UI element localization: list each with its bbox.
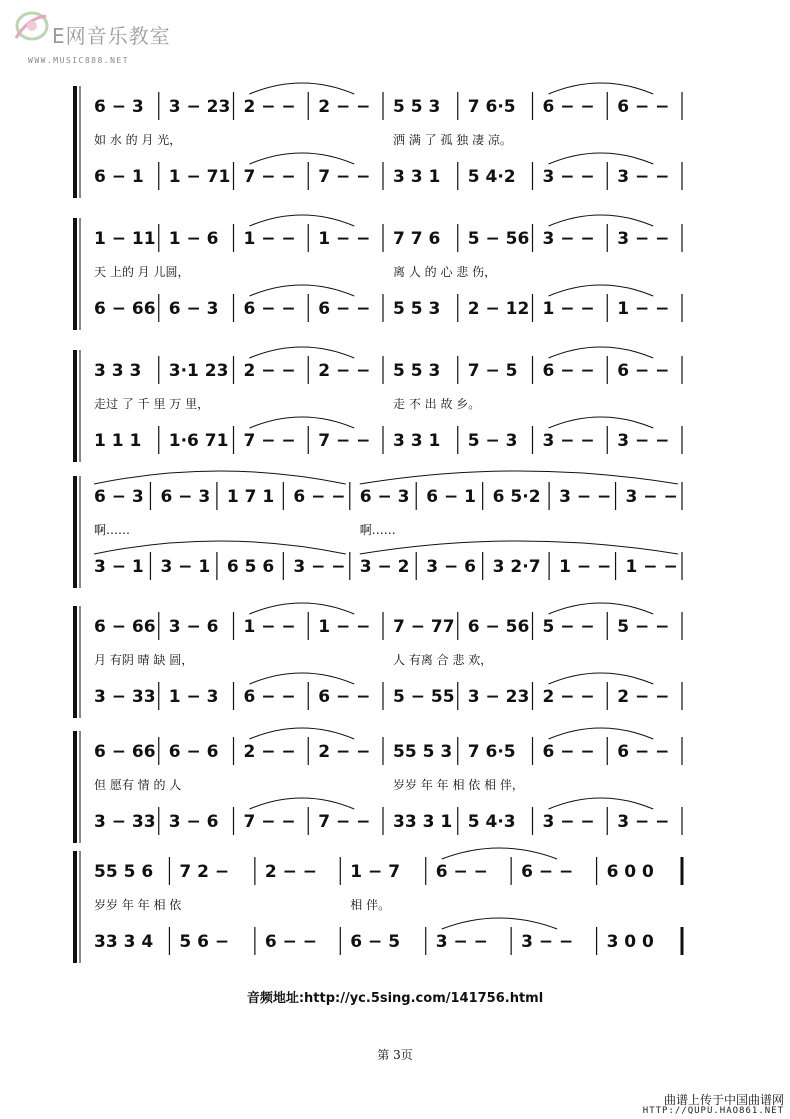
upper-measure: 6 − 1 [426,487,476,507]
tie-arc [250,285,355,296]
lower-measure: 3 3 1 [393,431,441,451]
upper-measure: 1 − − [318,229,371,249]
lyric-phrase: 啊…… [359,523,396,537]
upper-measure: 2 − − [318,361,371,381]
lower-measure: 6 − − [318,687,371,707]
lower-measure: 6 − − [243,299,296,319]
slur-arc [360,471,678,484]
upper-measure: 3 − 6 [168,617,219,637]
tie-arc [250,603,355,614]
slur-arc [94,541,346,554]
upper-measure: 5 − − [542,617,595,637]
upload-url[interactable]: HTTP://QUPU.HAO861.NET [642,1106,784,1116]
upper-measure: 1 − − [318,617,371,637]
system-brace [73,851,77,963]
lower-measure: 6 − 66 [94,299,156,319]
lower-measure: 1 − − [559,557,612,577]
lyric-phrase: 走过 了 千 里 万 里， [94,397,210,411]
lower-measure: 5 4·3 [467,812,516,832]
tie-arc [549,728,654,739]
upper-measure: 2 − − [264,862,318,882]
tie-arc [549,347,654,358]
upper-measure: 5 − − [617,617,670,637]
upper-measure: 6 − 3 [94,487,144,507]
upper-measure: 1 7 1 [226,487,275,507]
upper-measure: 6 − 66 [94,617,156,637]
system-brace [73,476,77,588]
upper-measure: 6 0 0 [606,862,654,882]
lower-measure: 5 6 − [179,932,230,952]
tie-arc [549,673,654,684]
upper-measure: 7 2 − [179,862,230,882]
upper-measure: 55 5 3 [393,742,453,762]
upper-measure: 6 − 3 [94,97,144,117]
tie-arc [250,83,355,94]
lower-measure: 3 − − [542,167,595,187]
upper-measure: 6 − − [521,862,574,882]
lower-measure: 33 3 1 [393,812,453,832]
lyric-phrase: 洒 满 了 孤 独 凄 凉。 [393,133,512,147]
tie-arc [250,215,355,226]
lower-measure: 1 − 3 [168,687,219,707]
tie-arc [549,83,654,94]
lower-measure: 3 − 33 [94,687,156,707]
upper-measure: 6 − − [542,361,595,381]
lyric-phrase: 啊…… [94,523,131,537]
lower-measure: 3 − − [617,167,670,187]
lower-measure: 6 − − [264,932,318,952]
lower-measure: 6 5 6 [226,557,275,577]
system-brace [73,86,77,198]
tie-arc [549,417,654,428]
lower-measure: 5 5 3 [393,299,441,319]
tie-arc [442,848,557,859]
lyric-phrase: 走 不 出 故 乡。 [393,397,481,411]
tie-arc [250,347,355,358]
lower-measure: 3 − − [617,812,670,832]
upper-measure: 6 − 66 [94,742,156,762]
lower-measure: 7 − − [243,812,296,832]
lyric-phrase: 岁岁 年 年 相 依 [94,898,182,912]
upper-measure: 1 − − [243,617,296,637]
upper-measure: 7 7 6 [393,229,441,249]
upper-measure: 2 − − [243,361,296,381]
lyric-phrase: 但 愿有 情 的 人 [94,778,182,792]
upper-measure: 3 − 23 [168,97,231,117]
upper-measure: 5 5 3 [393,361,441,381]
upper-measure: 2 − − [243,742,296,762]
site-url: WWW.MUSIC888.NET [28,56,130,65]
upper-measure: 2 − − [318,742,371,762]
lower-measure: 3 3 1 [393,167,441,187]
lower-measure: 3 − − [542,431,595,451]
audio-link[interactable]: 音频地址:http://yc.5sing.com/141756.html [246,991,544,1006]
tie-arc [549,153,654,164]
lower-measure: 3 − 1 [94,557,144,577]
upper-measure: 7 − 5 [467,361,518,381]
upper-measure: 1 − 6 [168,229,219,249]
page-number: 第 3页 [377,1048,413,1062]
tie-arc [549,215,654,226]
upper-measure: 5 5 3 [393,97,441,117]
upper-measure: 1 − − [243,229,296,249]
tie-arc [250,728,355,739]
lower-measure: 7 − − [318,431,371,451]
upper-measure: 1 − 11 [94,229,156,249]
lower-measure: 7 − − [243,167,296,187]
upper-measure: 6 − − [542,742,595,762]
lower-measure: 2 − 12 [467,299,530,319]
system-brace [73,731,77,843]
tie-arc [250,673,355,684]
lower-measure: 6 − − [318,299,371,319]
upper-measure: 7 6·5 [467,742,516,762]
upper-measure: 7 − 77 [393,617,455,637]
lower-measure: 3 0 0 [606,932,654,952]
lower-measure: 3 − − [521,932,574,952]
lower-measure: 3 − − [293,557,346,577]
upper-measure: 6 − − [617,361,670,381]
tie-arc [442,918,557,929]
lyric-phrase: 月 有阴 晴 缺 圆， [94,653,194,667]
upper-measure: 6 − − [435,862,488,882]
lower-measure: 3 − 23 [467,687,530,707]
upper-measure: 6 − − [542,97,595,117]
upper-measure: 6 − 3 [160,487,211,507]
upload-note: 曲谱上传于中国曲谱网 [663,1093,784,1107]
lower-measure: 1 − 71 [168,167,231,187]
tie-arc [250,153,355,164]
site-name: E网音乐教室 [52,24,171,48]
lower-measure: 6 − 5 [350,932,401,952]
tie-arc [549,798,654,809]
lower-measure: 6 − − [243,687,296,707]
lower-measure: 5 − 3 [467,431,518,451]
lower-measure: 1 − − [617,299,670,319]
upper-measure: 55 5 6 [94,862,154,882]
lower-measure: 3 − 2 [359,557,410,577]
upper-measure: 1 − 7 [350,862,401,882]
upper-measure: 6 − − [617,742,670,762]
lower-measure: 7 − − [318,167,371,187]
lower-measure: 3 − − [435,932,488,952]
lower-measure: 7 − − [318,812,371,832]
lower-measure: 1 − − [542,299,595,319]
lower-measure: 2 − − [617,687,670,707]
upper-measure: 6 − − [293,487,346,507]
tie-arc [250,417,355,428]
lower-measure: 2 − − [542,687,595,707]
upper-measure: 3 3 3 [94,361,142,381]
tie-arc [549,603,654,614]
lower-measure: 3 − 1 [160,557,211,577]
lower-measure: 3 − 6 [168,812,219,832]
lower-measure: 1·6 71 [168,431,229,451]
slur-arc [360,541,678,554]
lower-measure: 6 − 3 [168,299,219,319]
lower-measure: 5 − 55 [393,687,455,707]
lower-measure: 3 − − [542,812,595,832]
upper-measure: 6 5·2 [492,487,541,507]
lower-measure: 7 − − [243,431,296,451]
lower-measure: 1 − − [625,557,678,577]
lyric-phrase: 天 上的 月 儿圆， [94,265,190,279]
upper-measure: 3 − − [559,487,612,507]
upper-measure: 6 − 6 [168,742,219,762]
tie-arc [549,285,654,296]
lower-measure: 33 3 4 [94,932,154,952]
upper-measure: 3 − − [625,487,678,507]
lyric-phrase: 如 水 的 月 光， [94,133,182,147]
upper-measure: 3 − − [617,229,670,249]
upper-measure: 3·1 23 [168,361,229,381]
lower-measure: 3 − 33 [94,812,156,832]
upper-measure: 6 − − [617,97,670,117]
lower-measure: 3 − − [617,431,670,451]
lyric-phrase: 岁岁 年 年 相 依 相 伴， [393,778,524,792]
lower-measure: 6 − 1 [94,167,144,187]
system-brace [73,350,77,462]
upper-measure: 2 − − [318,97,371,117]
lyric-phrase: 人 有离 合 悲 欢， [393,653,493,667]
upper-measure: 6 − 3 [359,487,410,507]
upper-measure: 7 6·5 [467,97,516,117]
upper-measure: 2 − − [243,97,296,117]
lower-measure: 3 2·7 [492,557,541,577]
tie-arc [250,798,355,809]
lower-measure: 1 1 1 [94,431,142,451]
lyric-phrase: 相 伴。 [350,898,391,912]
upper-measure: 5 − 56 [467,229,530,249]
slur-arc [94,471,346,484]
upper-measure: 6 − 56 [467,617,530,637]
upper-measure: 3 − − [542,229,595,249]
lower-measure: 5 4·2 [467,167,516,187]
lyric-phrase: 离 人 的 心 悲 伤， [393,265,497,279]
lower-measure: 3 − 6 [426,557,476,577]
system-brace [73,218,77,330]
system-brace [73,606,77,718]
